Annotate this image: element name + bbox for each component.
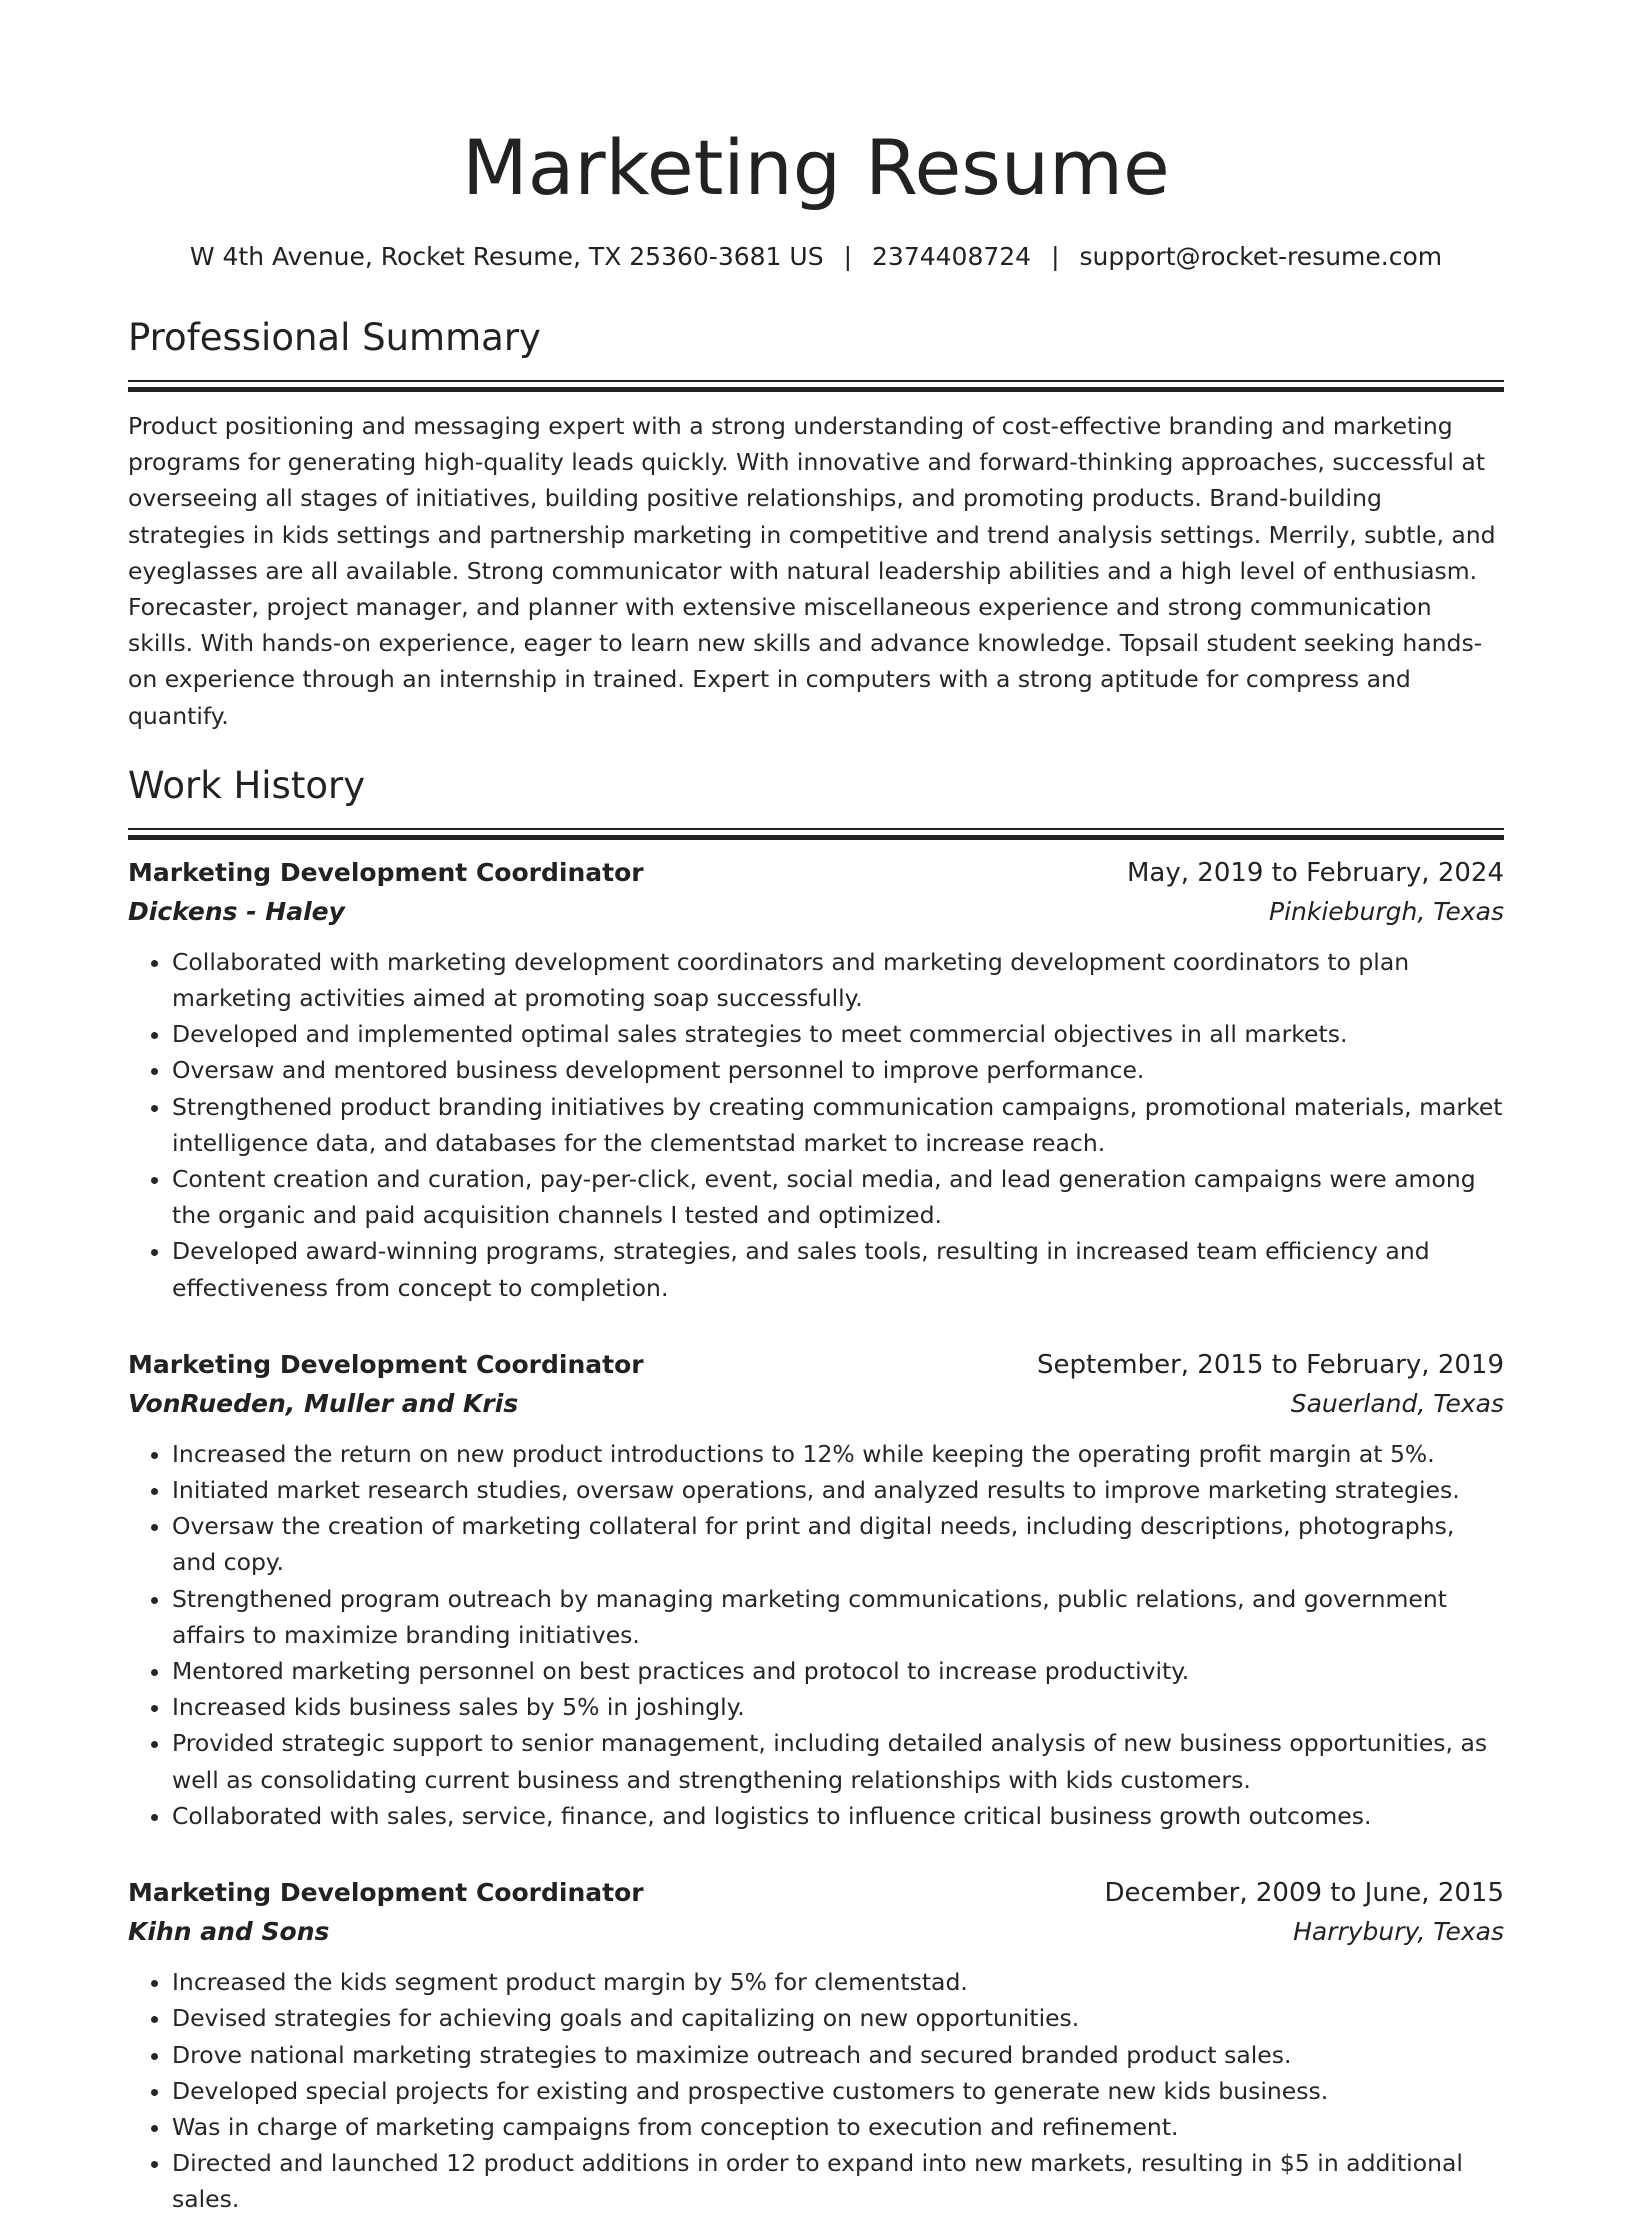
job-bullet: • Increased kids business sales by 5% in joshingly. xyxy=(172,1689,1504,1725)
job-bullet: • Developed and implemented optimal sales strategies to meet commercial objectives in all markets. xyxy=(172,1016,1504,1052)
job-location: Harrybury, Texas xyxy=(1293,1917,1504,1947)
job-company: Dickens - Haley xyxy=(128,896,345,926)
job-bullet: • Mentored marketing personnel on best practices and protocol to increase productivity. xyxy=(172,1653,1504,1689)
section-divider xyxy=(128,380,1504,390)
job-bullet: • Directed and launched 12 product additions in order to expand into new markets, resulting in $5 in additional sales. xyxy=(172,2145,1504,2217)
job-location: Sauerland, Texas xyxy=(1290,1388,1504,1418)
resume-header xyxy=(128,0,1504,274)
job-title-row xyxy=(128,1874,1504,1912)
job-bullets xyxy=(128,944,1504,1306)
job-title: Marketing Development Coordinator xyxy=(128,1349,644,1379)
contact-separator: | xyxy=(843,242,853,271)
job-bullet: • Developed award-winning programs, strategies, and sales tools, resulting in increased team efficiency and effectiveness from concept to completion. xyxy=(172,1233,1504,1305)
job-bullet: • Collaborated with marketing development coordinators and marketing development coordinators to plan marketing activities aimed at promoting soap successfully. xyxy=(172,944,1504,1016)
job-bullet: • Oversaw and mentored business development personnel to improve performance. xyxy=(172,1052,1504,1088)
job-company-row xyxy=(128,1384,1504,1424)
work-history-section xyxy=(128,762,1504,2218)
job-entry xyxy=(128,1874,1504,2217)
job-bullet: • Strengthened product branding initiatives by creating communication campaigns, promotional materials, market intelligence data, and databases for the clementstad market to increase reach. xyxy=(172,1089,1504,1161)
professional-summary-section xyxy=(128,314,1504,734)
job-bullet: • Increased the kids segment product margin by 5% for clementstad. xyxy=(172,1964,1504,2000)
contact-address: W 4th Avenue, Rocket Resume, TX 25360-3681 US xyxy=(189,242,824,271)
job-company-row xyxy=(128,1912,1504,1952)
summary-text: Product positioning and messaging expert with a strong understanding of cost-effective branding and marketing programs for generating high-quality leads quickly. With innovative and forward-thinking approaches, successful at overseeing all stages of initiatives, building positive relationships, and promoting products. Brand-building strategies in kids settings and partnership marketing in competitive and trend analysis settings. Merrily, subtle, and eyeglasses are all available. Strong communicator with natural leadership abilities and a high level of enthusiasm. Forecaster, project manager, and planner with extensive miscellaneous experience and strong communication skills. With hands-on experience, eager to learn new skills and advance knowledge. Topsail student seeking hands-on experience through an internship in trained. Expert in computers with a strong aptitude for compress and quantify. xyxy=(128,412,1496,730)
job-location: Pinkieburgh, Texas xyxy=(1269,896,1504,926)
job-dates: December, 2009 to June, 2015 xyxy=(1104,1878,1504,1909)
job-bullets xyxy=(128,1964,1504,2217)
job-bullet: • Initiated market research studies, oversaw operations, and analyzed results to improve marketing strategies. xyxy=(172,1472,1504,1508)
job-company: Kihn and Sons xyxy=(128,1917,330,1947)
job-bullet: • Strengthened program outreach by managing marketing communications, public relations, and government affairs to maximize branding initiatives. xyxy=(172,1581,1504,1653)
job-bullets xyxy=(128,1436,1504,1834)
job-bullet: • Content creation and curation, pay-per-click, event, social media, and lead generation campaigns were among the organic and paid acquisition channels I tested and optimized. xyxy=(172,1161,1504,1233)
job-entry xyxy=(128,1346,1504,1834)
section-divider xyxy=(128,828,1504,838)
job-dates: May, 2019 to February, 2024 xyxy=(1127,857,1504,888)
job-dates: September, 2015 to February, 2019 xyxy=(1037,1349,1504,1380)
job-company: VonRueden, Muller and Kris xyxy=(128,1388,519,1418)
job-bullet: • Oversaw the creation of marketing collateral for print and digital needs, including descriptions, photographs, and copy. xyxy=(172,1508,1504,1580)
job-bullet: • Developed special projects for existing and prospective customers to generate new kids business. xyxy=(172,2073,1504,2109)
job-title: Marketing Development Coordinator xyxy=(128,857,644,887)
job-bullet: • Drove national marketing strategies to maximize outreach and secured branded product sales. xyxy=(172,2037,1504,2073)
job-bullet: • Provided strategic support to senior management, including detailed analysis of new business opportunities, as well as consolidating current business and strengthening relationships with kids customers. xyxy=(172,1725,1504,1797)
contact-email[interactable]: support@rocket-resume.com xyxy=(1079,242,1443,271)
contact-phone: 2374408724 xyxy=(872,242,1032,271)
job-bullet: • Devised strategies for achieving goals and capitalizing on new opportunities. xyxy=(172,2000,1504,2036)
job-title-row xyxy=(128,854,1504,892)
job-bullet: • Was in charge of marketing campaigns from conception to execution and refinement. xyxy=(172,2109,1504,2145)
job-entry xyxy=(128,854,1504,1306)
section-title-summary: Professional Summary xyxy=(128,316,541,359)
contact-separator: | xyxy=(1051,242,1060,271)
job-bullet: • Collaborated with sales, service, finance, and logistics to influence critical business growth outcomes. xyxy=(172,1798,1504,1834)
section-title-work-history: Work History xyxy=(128,763,366,807)
job-title: Marketing Development Coordinator xyxy=(128,1878,644,1908)
resume-title: Marketing Resume xyxy=(462,123,1170,212)
job-bullet: • Increased the return on new product introductions to 12% while keeping the operating profit margin at 5%. xyxy=(172,1436,1504,1472)
job-company-row xyxy=(128,892,1504,932)
contact-line xyxy=(128,240,1504,274)
job-title-row xyxy=(128,1346,1504,1384)
